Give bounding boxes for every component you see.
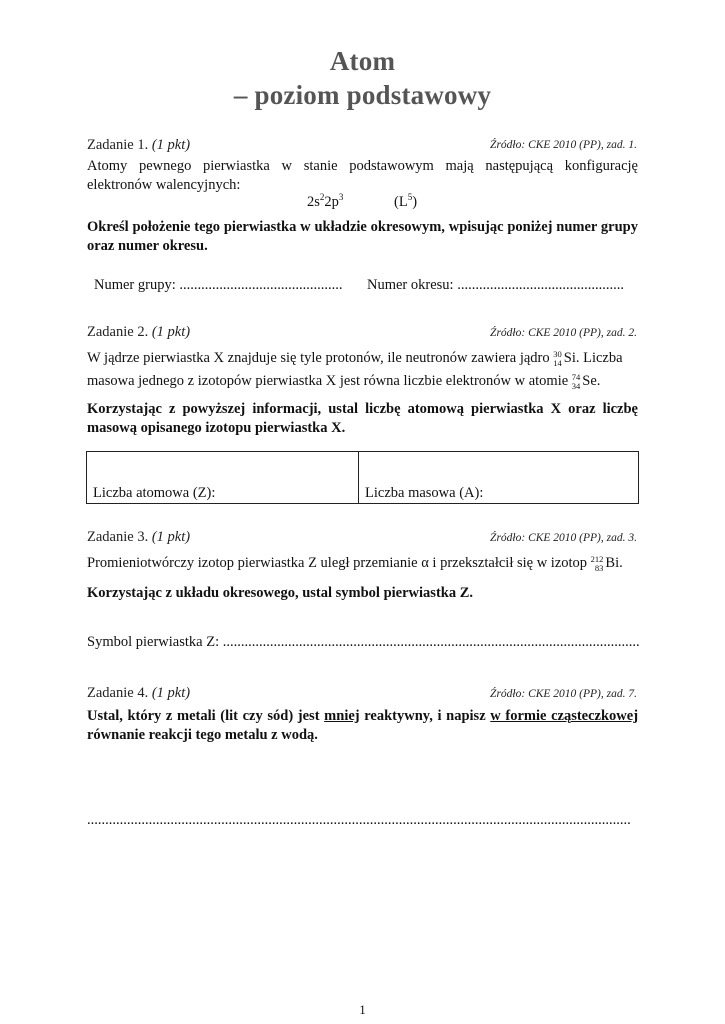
group-number-field[interactable]: Numer grupy: ............................................. bbox=[94, 277, 343, 293]
task4-instr-c: reaktywny, i napisz bbox=[364, 708, 486, 724]
se-atomic-number: 34 bbox=[571, 380, 581, 391]
atomic-number-cell[interactable]: Liczba atomowa (Z): bbox=[93, 485, 216, 501]
task4-instr-emphasis: mniej bbox=[324, 708, 360, 724]
config-l-sup: 5 bbox=[407, 192, 413, 202]
task2-label: Zadanie 2. bbox=[87, 324, 149, 340]
config-2s: 2s bbox=[307, 194, 320, 210]
task2-line1-text: W jądrze pierwiastka X znajduje się tyle protonów, ile neutronów zawiera jądro bbox=[87, 350, 550, 366]
reaction-equation-answer-line[interactable]: ...................................................................................................................................................... bbox=[87, 812, 631, 828]
bi-mass-number: 212 bbox=[590, 553, 604, 564]
page-subtitle: – poziom podstawowy bbox=[233, 80, 492, 110]
task1-points: (1 pkt) bbox=[151, 137, 191, 153]
task1-intro2: elektronów walencyjnych: bbox=[87, 177, 241, 193]
task2-line1 bbox=[87, 349, 642, 368]
task1-heading bbox=[87, 137, 190, 154]
si-nuclide-numbers bbox=[553, 350, 562, 368]
config-2p: 2p bbox=[324, 194, 339, 210]
task4-label: Zadanie 4. bbox=[87, 685, 149, 701]
task4-instr-molecular-form: w formie cząsteczkowej bbox=[490, 708, 639, 724]
task2-line2-text: masowa jednego z izotopów pierwiastka X jest równa liczbie elektronów w atomie bbox=[87, 373, 569, 389]
mass-number-cell[interactable]: Liczba masowa (A): bbox=[365, 485, 484, 501]
answer-table bbox=[86, 451, 639, 504]
task2-instruction: Korzystając z powyższej informacji, ustal liczbę atomową pierwiastka X oraz liczbę masową opisanego izotopu pierwiastka X. bbox=[87, 401, 638, 436]
se-mass-number: 74 bbox=[571, 371, 581, 382]
task3-points: (1 pkt) bbox=[151, 529, 191, 545]
si-mass-number: 30 bbox=[553, 348, 562, 359]
task4-points: (1 pkt) bbox=[151, 685, 191, 701]
bi-symbol: Bi. bbox=[605, 555, 623, 571]
task2-line2 bbox=[87, 372, 600, 391]
task1-label: Zadanie 1. bbox=[87, 137, 149, 153]
task3-label: Zadanie 3. bbox=[87, 529, 149, 545]
task2-points: (1 pkt) bbox=[151, 324, 191, 340]
bi-nuclide-numbers bbox=[591, 555, 604, 573]
config-2p-sup: 3 bbox=[338, 192, 344, 202]
config-l-end: ) bbox=[412, 194, 418, 210]
task4-source: Źródło: CKE 2010 (PP), zad. 7. bbox=[490, 688, 637, 700]
config-2s-sup: 2 bbox=[319, 192, 325, 202]
config-l: (L bbox=[394, 194, 408, 210]
task3-line1 bbox=[87, 554, 623, 573]
task4-instruction-line1 bbox=[87, 707, 638, 726]
task3-instruction: Korzystając z układu okresowego, ustal symbol pierwiastka Z. bbox=[87, 585, 474, 601]
page-number: 1 bbox=[359, 1002, 366, 1017]
se-nuclide-numbers bbox=[572, 373, 581, 391]
task4-instr-a: Ustal, który z metali (lit czy sód) jest bbox=[87, 708, 320, 724]
se-symbol: Se. bbox=[582, 373, 601, 389]
element-symbol-field[interactable]: Symbol pierwiastka Z: ................................................................................................................... bbox=[87, 634, 640, 650]
electron-configuration bbox=[307, 193, 343, 212]
task3-heading bbox=[87, 529, 190, 546]
task2-line1-end: Liczba bbox=[583, 350, 623, 366]
task1-instruction: Określ położenie tego pierwiastka w układzie okresowym, wpisując poniżej numer grupy oraz numer okresu. bbox=[87, 219, 638, 254]
bi-atomic-number: 83 bbox=[594, 562, 604, 573]
task4-instruction-line2: równanie reakcji tego metalu z wodą. bbox=[87, 727, 318, 743]
task4-heading bbox=[87, 685, 190, 702]
table-divider bbox=[358, 452, 359, 503]
task2-heading bbox=[87, 324, 190, 341]
task2-source: Źródło: CKE 2010 (PP), zad. 2. bbox=[490, 327, 637, 339]
task1-source: Źródło: CKE 2010 (PP), zad. 1. bbox=[490, 139, 637, 151]
task3-source: Źródło: CKE 2010 (PP), zad. 3. bbox=[490, 532, 637, 544]
electron-shell-notation bbox=[394, 193, 417, 212]
period-number-field[interactable]: Numer okresu: .............................................. bbox=[367, 277, 624, 293]
task1-intro: Atomy pewnego pierwiastka w stanie podstawowym mają następującą konfigurację bbox=[87, 158, 638, 174]
task3-line1-text: Promieniotwórczy izotop pierwiastka Z uległ przemianie α i przekształcił się w izotop bbox=[87, 555, 588, 571]
si-atomic-number: 14 bbox=[553, 357, 562, 368]
page-title: Atom bbox=[329, 46, 396, 76]
si-symbol: Si. bbox=[563, 350, 580, 366]
